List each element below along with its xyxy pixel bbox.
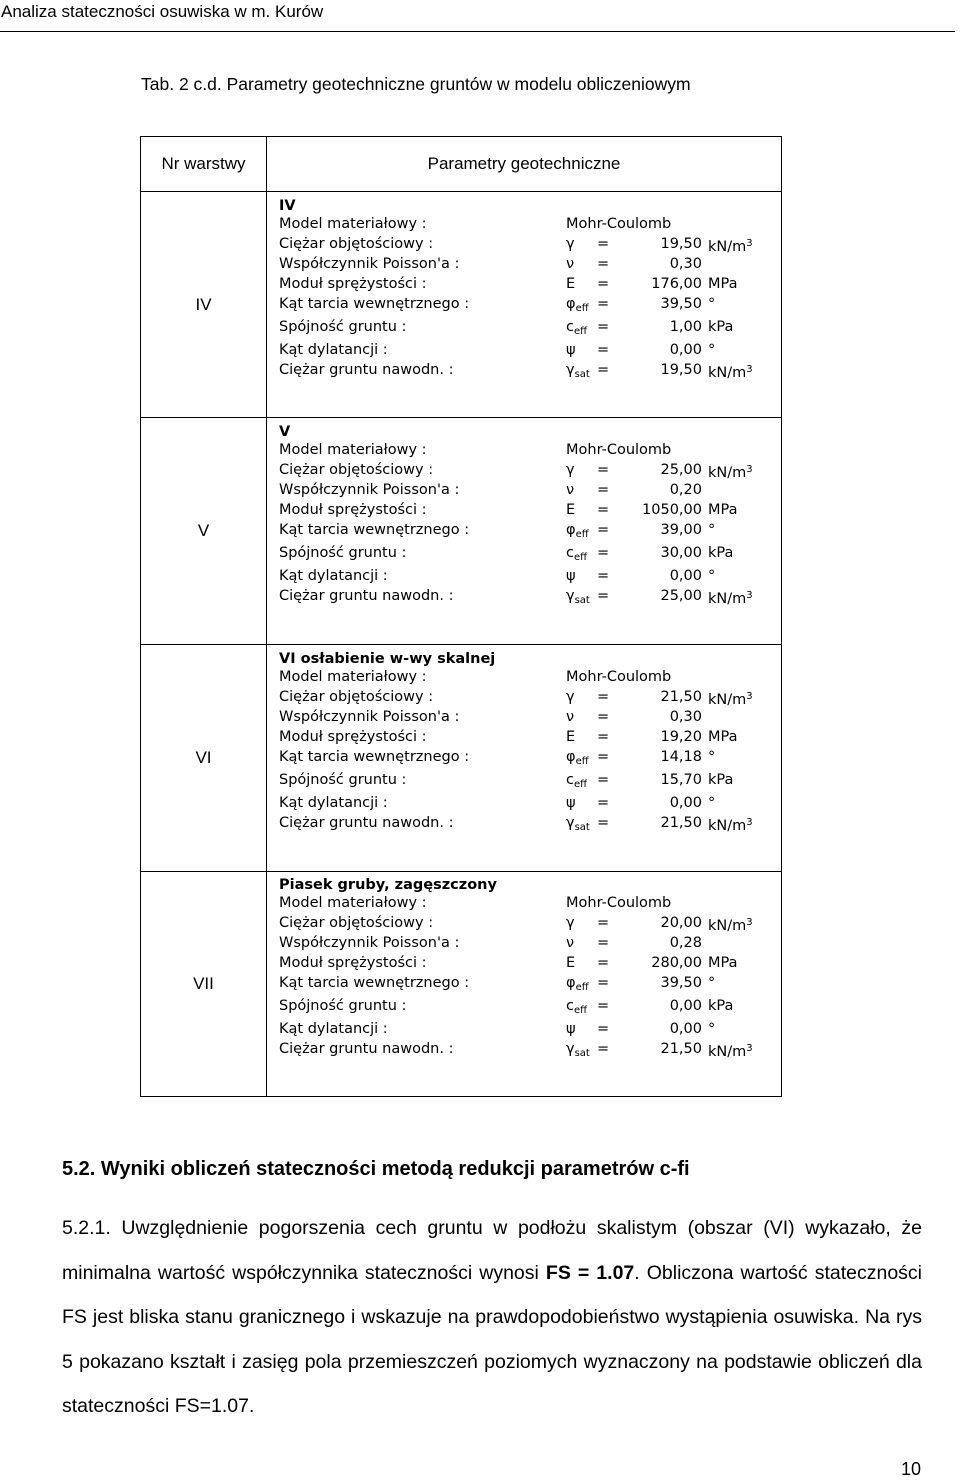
parameter-value: 19,20	[660, 729, 702, 745]
unit-text: °	[708, 749, 716, 765]
parameter-row-psi	[279, 340, 769, 360]
symbol-subscript: sat	[574, 368, 590, 380]
parameter-row-c	[279, 770, 769, 790]
unit-text: kN/m	[708, 1044, 747, 1060]
parameter-value: 280,00	[651, 955, 702, 971]
unit-text: °	[708, 975, 716, 991]
paragraph-rest: . Obliczona wartość stateczności FS jest bliska stanu granicznego i wskazuje na prawdopodobieństwo wystąpienia osuwiska. Na rys 5 pokazano kształt i zasięg pola przemieszczeń poziomych wyznaczony na podstawie obliczeń dla stateczności FS=1.07.	[62, 1261, 923, 1417]
parameter-value: 21,50	[660, 689, 702, 705]
parameter-row-gamma	[279, 460, 769, 480]
parameter-symbol	[566, 360, 590, 385]
parameter-row-model	[279, 214, 769, 234]
symbol-subscript: eff	[575, 756, 589, 767]
layer-number-cell: VI	[141, 645, 267, 872]
parameter-value: 0,00	[669, 795, 702, 811]
parameter-symbol	[566, 687, 575, 707]
parameter-value: 21,50	[660, 815, 702, 831]
parameter-value: 0,30	[669, 709, 702, 725]
parameter-row-nu	[279, 480, 769, 500]
parameter-row-nu	[279, 254, 769, 274]
equals-sign: =	[597, 749, 610, 765]
parameter-row-gamma-sat	[279, 360, 769, 380]
parameter-value: 20,00	[660, 915, 702, 931]
symbol-glyph: γ	[566, 1041, 575, 1057]
unit-text: kPa	[708, 772, 734, 788]
parameter-unit	[708, 340, 715, 360]
symbol-glyph: c	[566, 998, 574, 1014]
symbol-glyph: ν	[566, 482, 575, 498]
equals-sign: =	[597, 935, 610, 951]
parameter-label: Ciężar gruntu nawodn. :	[279, 1041, 454, 1057]
unit-text: °	[708, 1021, 716, 1037]
unit-exponent: 3	[746, 363, 753, 375]
parameter-label: Współczynnik Poisson'a :	[279, 482, 460, 498]
parameter-value: 15,70	[660, 772, 702, 788]
parameter-row-gamma-sat	[279, 586, 769, 606]
symbol-glyph: ν	[566, 255, 575, 272]
unit-exponent: 3	[746, 691, 753, 702]
symbol-glyph: ψ	[566, 568, 576, 584]
parameter-row-phi	[279, 520, 769, 540]
symbol-glyph: ψ	[566, 1021, 576, 1037]
unit-text: kN/m	[708, 238, 747, 255]
parameter-row-model	[279, 893, 769, 913]
symbol-glyph: φ	[566, 522, 576, 538]
parameter-label: Kąt tarcia wewnętrznego :	[279, 975, 470, 991]
parameter-symbol	[566, 747, 589, 772]
parameter-row-c	[279, 543, 769, 563]
parameter-unit	[708, 500, 738, 520]
running-title: Analiza stateczności osuwiska w m. Kurów	[1, 2, 324, 21]
parameter-label: Spójność gruntu :	[279, 772, 407, 788]
parameter-symbol	[566, 274, 575, 294]
parameter-value: 0,00	[669, 341, 702, 358]
parameter-label: Ciężar gruntu nawodn. :	[279, 588, 454, 604]
symbol-subscript: eff	[575, 302, 589, 314]
parameter-symbol	[566, 1019, 576, 1039]
parameter-symbol	[566, 254, 574, 274]
unit-exponent: 3	[746, 237, 753, 249]
parameter-symbol	[566, 793, 576, 813]
parameter-value: 0,00	[669, 568, 702, 584]
parameter-unit	[708, 520, 715, 540]
parameter-label: Ciężar objętościowy :	[279, 462, 434, 478]
parameter-value: 1050,00	[642, 502, 702, 518]
parameter-symbol	[566, 500, 575, 520]
layer-number-cell: IV	[141, 192, 267, 418]
symbol-glyph: E	[566, 502, 576, 518]
equals-sign: =	[597, 915, 610, 931]
parameter-label: Kąt dylatancji :	[279, 568, 388, 584]
equals-sign: =	[597, 522, 610, 538]
parameter-symbol	[566, 953, 575, 973]
parameter-listing	[267, 419, 781, 643]
table-body	[141, 192, 782, 1097]
parameter-unit	[708, 1039, 753, 1062]
parameter-label: Współczynnik Poisson'a :	[279, 255, 460, 272]
symbol-glyph: c	[566, 545, 574, 561]
symbol-glyph: ψ	[566, 341, 576, 358]
layer-number-cell: VII	[141, 872, 267, 1097]
parameter-row-gamma	[279, 913, 769, 933]
parameter-symbol	[566, 566, 576, 586]
symbol-glyph: c	[566, 772, 574, 788]
page-number: 10	[900, 1459, 921, 1479]
symbol-subscript: eff	[573, 779, 588, 790]
parameter-label: Współczynnik Poisson'a :	[279, 709, 460, 725]
parameter-row-gamma	[279, 234, 769, 254]
equals-sign: =	[597, 1041, 610, 1057]
equals-sign: =	[597, 998, 610, 1014]
unit-text: °	[708, 522, 716, 538]
symbol-subscript: eff	[573, 552, 588, 563]
parameter-label: Ciężar objętościowy :	[279, 235, 434, 252]
table-header-row	[141, 137, 782, 192]
symbol-glyph: γ	[566, 361, 575, 378]
parameter-row-E	[279, 953, 769, 973]
symbol-glyph: γ	[566, 815, 575, 831]
parameter-value: 39,50	[660, 975, 702, 991]
unit-text: MPa	[708, 502, 738, 518]
parameter-unit	[708, 1019, 715, 1039]
equals-sign: =	[597, 318, 610, 335]
parameter-symbol	[566, 340, 576, 360]
unit-text: kPa	[708, 998, 734, 1014]
equals-sign: =	[597, 588, 610, 604]
parameter-row-E	[279, 274, 769, 294]
parameter-row-nu	[279, 933, 769, 953]
parameter-listing	[267, 193, 781, 417]
symbol-glyph: γ	[566, 915, 575, 931]
symbol-glyph: φ	[566, 749, 576, 765]
equals-sign: =	[597, 729, 610, 745]
symbol-subscript: eff	[575, 529, 589, 540]
paragraph-fs-value: FS = 1.07	[545, 1261, 635, 1284]
parameter-unit	[708, 996, 733, 1016]
col-header-parameters: Parametry geotechniczne	[267, 137, 782, 192]
symbol-glyph: γ	[566, 689, 575, 705]
parameter-value: 14,18	[660, 749, 702, 765]
parameter-value: 21,50	[660, 1041, 702, 1057]
parameter-row-phi	[279, 747, 769, 767]
symbol-glyph: ν	[566, 935, 575, 951]
unit-text: kN/m	[708, 818, 747, 834]
parameter-symbol	[566, 520, 589, 545]
equals-sign: =	[597, 502, 610, 518]
parameter-label: Moduł sprężystości :	[279, 955, 427, 971]
parameter-listing	[267, 872, 781, 1096]
parameter-label: Moduł sprężystości :	[279, 275, 427, 292]
equals-sign: =	[597, 275, 610, 292]
parameter-symbol	[566, 727, 575, 747]
col-header-layer-number: Nr warstwy	[141, 137, 267, 192]
equals-sign: =	[597, 462, 610, 478]
parameter-value: 30,00	[660, 545, 702, 561]
parameter-row-E	[279, 500, 769, 520]
parameter-symbol	[566, 933, 574, 953]
symbol-subscript: sat	[574, 1048, 590, 1059]
parameter-symbol	[566, 973, 589, 998]
parameter-label: Ciężar objętościowy :	[279, 915, 434, 931]
parameter-row-phi	[279, 973, 769, 993]
equals-sign: =	[597, 341, 610, 358]
symbol-glyph: φ	[566, 975, 576, 991]
layer-title: IV	[279, 197, 296, 214]
paragraph-lead: 5.2.1. Uwzględnienie pogorszenia cech gruntu w podłożu skalistym (obszar (VI) wykazało, że minimalna wartość współczynnika stateczności wynosi	[62, 1217, 922, 1284]
parameter-unit	[708, 953, 738, 973]
unit-exponent: 3	[746, 1043, 753, 1054]
symbol-subscript: eff	[573, 1005, 588, 1016]
layer-parameters-cell	[267, 872, 782, 1097]
symbol-subscript: eff	[575, 982, 589, 993]
parameter-symbol	[566, 770, 587, 795]
parameter-label: Kąt tarcia wewnętrznego :	[279, 295, 470, 312]
unit-exponent: 3	[746, 590, 753, 601]
material-model-value: Mohr-Coulomb	[566, 442, 672, 458]
unit-text: kPa	[708, 318, 734, 335]
parameter-value: 0,30	[669, 255, 702, 272]
parameter-label: Kąt tarcia wewnętrznego :	[279, 522, 470, 538]
parameter-unit	[708, 793, 715, 813]
parameter-value: 19,50	[660, 235, 702, 252]
parameter-row-c	[279, 996, 769, 1016]
parameter-row-gamma-sat	[279, 1039, 769, 1059]
material-model-value: Mohr-Coulomb	[566, 669, 672, 685]
parameter-unit	[708, 973, 715, 993]
parameter-unit	[708, 727, 738, 747]
parameter-label: Model materiałowy :	[279, 895, 427, 911]
equals-sign: =	[597, 795, 610, 811]
layer-parameters-cell	[267, 192, 782, 418]
unit-text: MPa	[708, 955, 738, 971]
parameter-row-gamma	[279, 687, 769, 707]
equals-sign: =	[597, 361, 610, 378]
unit-text: °	[708, 341, 716, 358]
parameter-value: 176,00	[651, 275, 702, 292]
parameter-value: 39,00	[660, 522, 702, 538]
equals-sign: =	[597, 709, 610, 725]
unit-text: kN/m	[708, 591, 747, 607]
parameter-label: Moduł sprężystości :	[279, 729, 427, 745]
parameter-symbol	[566, 294, 589, 319]
parameter-label: Kąt dylatancji :	[279, 1021, 388, 1037]
parameter-symbol	[566, 813, 590, 838]
parameter-value: 1,00	[669, 318, 702, 335]
parameter-value: 0,00	[669, 1021, 702, 1037]
parameter-row-psi	[279, 1019, 769, 1039]
parameter-unit	[708, 360, 753, 383]
table-row	[141, 872, 782, 1097]
section-heading: 5.2. Wyniki obliczeń stateczności metodą redukcji parametrów c-fi	[62, 1158, 690, 1180]
unit-exponent: 3	[746, 917, 753, 928]
table-caption: Tab. 2 c.d. Parametry geotechniczne gruntów w modelu obliczeniowym	[141, 74, 691, 94]
parameter-row-c	[279, 317, 769, 337]
parameter-row-nu	[279, 707, 769, 727]
parameter-label: Model materiałowy :	[279, 442, 427, 458]
parameter-unit	[708, 274, 738, 294]
symbol-glyph: c	[566, 318, 574, 335]
equals-sign: =	[597, 955, 610, 971]
parameter-row-E	[279, 727, 769, 747]
geotechnical-parameters-table	[140, 136, 782, 1097]
parameter-label: Spójność gruntu :	[279, 998, 407, 1014]
unit-text: kPa	[708, 545, 734, 561]
parameter-label: Kąt dylatancji :	[279, 341, 388, 358]
unit-text: kN/m	[708, 692, 747, 708]
symbol-subscript: eff	[573, 325, 588, 337]
unit-text: MPa	[708, 729, 738, 745]
layer-title: VI osłabienie w-wy skalnej	[279, 651, 496, 667]
equals-sign: =	[597, 815, 610, 831]
symbol-subscript: sat	[574, 822, 590, 833]
parameter-symbol	[566, 707, 574, 727]
parameter-row-psi	[279, 793, 769, 813]
parameter-unit	[708, 813, 753, 836]
symbol-glyph: γ	[566, 588, 575, 604]
parameter-label: Moduł sprężystości :	[279, 502, 427, 518]
symbol-glyph: γ	[566, 235, 575, 252]
parameter-symbol	[566, 543, 587, 568]
unit-text: kN/m	[708, 465, 747, 481]
symbol-subscript: sat	[574, 595, 590, 606]
symbol-glyph: E	[566, 275, 576, 292]
symbol-glyph: ψ	[566, 795, 576, 811]
parameter-label: Ciężar objętościowy :	[279, 689, 434, 705]
unit-text: °	[708, 795, 716, 811]
unit-text: °	[708, 568, 716, 584]
parameter-label: Kąt tarcia wewnętrznego :	[279, 749, 470, 765]
table-row	[141, 192, 782, 418]
parameter-value: 25,00	[660, 462, 702, 478]
parameter-row-model	[279, 440, 769, 460]
equals-sign: =	[597, 689, 610, 705]
parameter-value: 0,28	[669, 935, 702, 951]
equals-sign: =	[597, 235, 610, 252]
parameter-symbol	[566, 317, 587, 342]
symbol-glyph: φ	[566, 295, 576, 312]
parameter-label: Model materiałowy :	[279, 669, 427, 685]
parameter-listing	[267, 646, 781, 870]
unit-exponent: 3	[746, 464, 753, 475]
parameter-row-phi	[279, 294, 769, 314]
unit-text: MPa	[708, 275, 738, 292]
parameter-value: 19,50	[660, 361, 702, 378]
symbol-glyph: E	[566, 955, 576, 971]
parameter-label: Ciężar gruntu nawodn. :	[279, 361, 454, 378]
parameter-symbol	[566, 913, 575, 933]
unit-text: kN/m	[708, 364, 747, 381]
equals-sign: =	[597, 975, 610, 991]
parameter-symbol	[566, 460, 575, 480]
parameter-row-model	[279, 667, 769, 687]
parameter-symbol	[566, 1039, 590, 1064]
equals-sign: =	[597, 295, 610, 312]
parameter-label: Model materiałowy :	[279, 215, 427, 232]
parameter-unit	[708, 543, 733, 563]
parameter-value: 0,00	[669, 998, 702, 1014]
unit-text: °	[708, 295, 716, 312]
parameter-label: Kąt dylatancji :	[279, 795, 388, 811]
unit-text: kN/m	[708, 918, 747, 934]
parameter-label: Spójność gruntu :	[279, 318, 407, 335]
parameter-label: Spójność gruntu :	[279, 545, 407, 561]
parameter-unit	[708, 770, 733, 790]
symbol-glyph: E	[566, 729, 576, 745]
parameter-label: Ciężar gruntu nawodn. :	[279, 815, 454, 831]
parameter-unit	[708, 747, 715, 767]
parameter-unit	[708, 566, 715, 586]
section-paragraph	[62, 1206, 922, 1429]
equals-sign: =	[597, 482, 610, 498]
equals-sign: =	[597, 772, 610, 788]
parameter-symbol	[566, 234, 575, 254]
parameter-symbol	[566, 996, 587, 1021]
running-header	[0, 0, 955, 32]
layer-title: Piasek gruby, zagęszczony	[279, 877, 497, 893]
parameter-unit	[708, 317, 733, 337]
parameter-value: 0,20	[669, 482, 702, 498]
parameter-symbol	[566, 480, 574, 500]
material-model-value: Mohr-Coulomb	[566, 895, 672, 911]
equals-sign: =	[597, 1021, 610, 1037]
layer-parameters-cell	[267, 418, 782, 645]
equals-sign: =	[597, 255, 610, 272]
material-model-value: Mohr-Coulomb	[566, 215, 672, 232]
parameter-value: 25,00	[660, 588, 702, 604]
parameter-unit	[708, 294, 715, 314]
parameter-value: 39,50	[660, 295, 702, 312]
table-row	[141, 645, 782, 872]
parameter-symbol	[566, 586, 590, 611]
parameter-label: Współczynnik Poisson'a :	[279, 935, 460, 951]
equals-sign: =	[597, 568, 610, 584]
layer-title: V	[279, 424, 291, 440]
symbol-glyph: γ	[566, 462, 575, 478]
symbol-glyph: ν	[566, 709, 575, 725]
equals-sign: =	[597, 545, 610, 561]
parameter-row-gamma-sat	[279, 813, 769, 833]
layer-number-cell: V	[141, 418, 267, 645]
parameter-unit	[708, 586, 753, 609]
unit-exponent: 3	[746, 817, 753, 828]
table-row	[141, 418, 782, 645]
parameter-row-psi	[279, 566, 769, 586]
layer-parameters-cell	[267, 645, 782, 872]
